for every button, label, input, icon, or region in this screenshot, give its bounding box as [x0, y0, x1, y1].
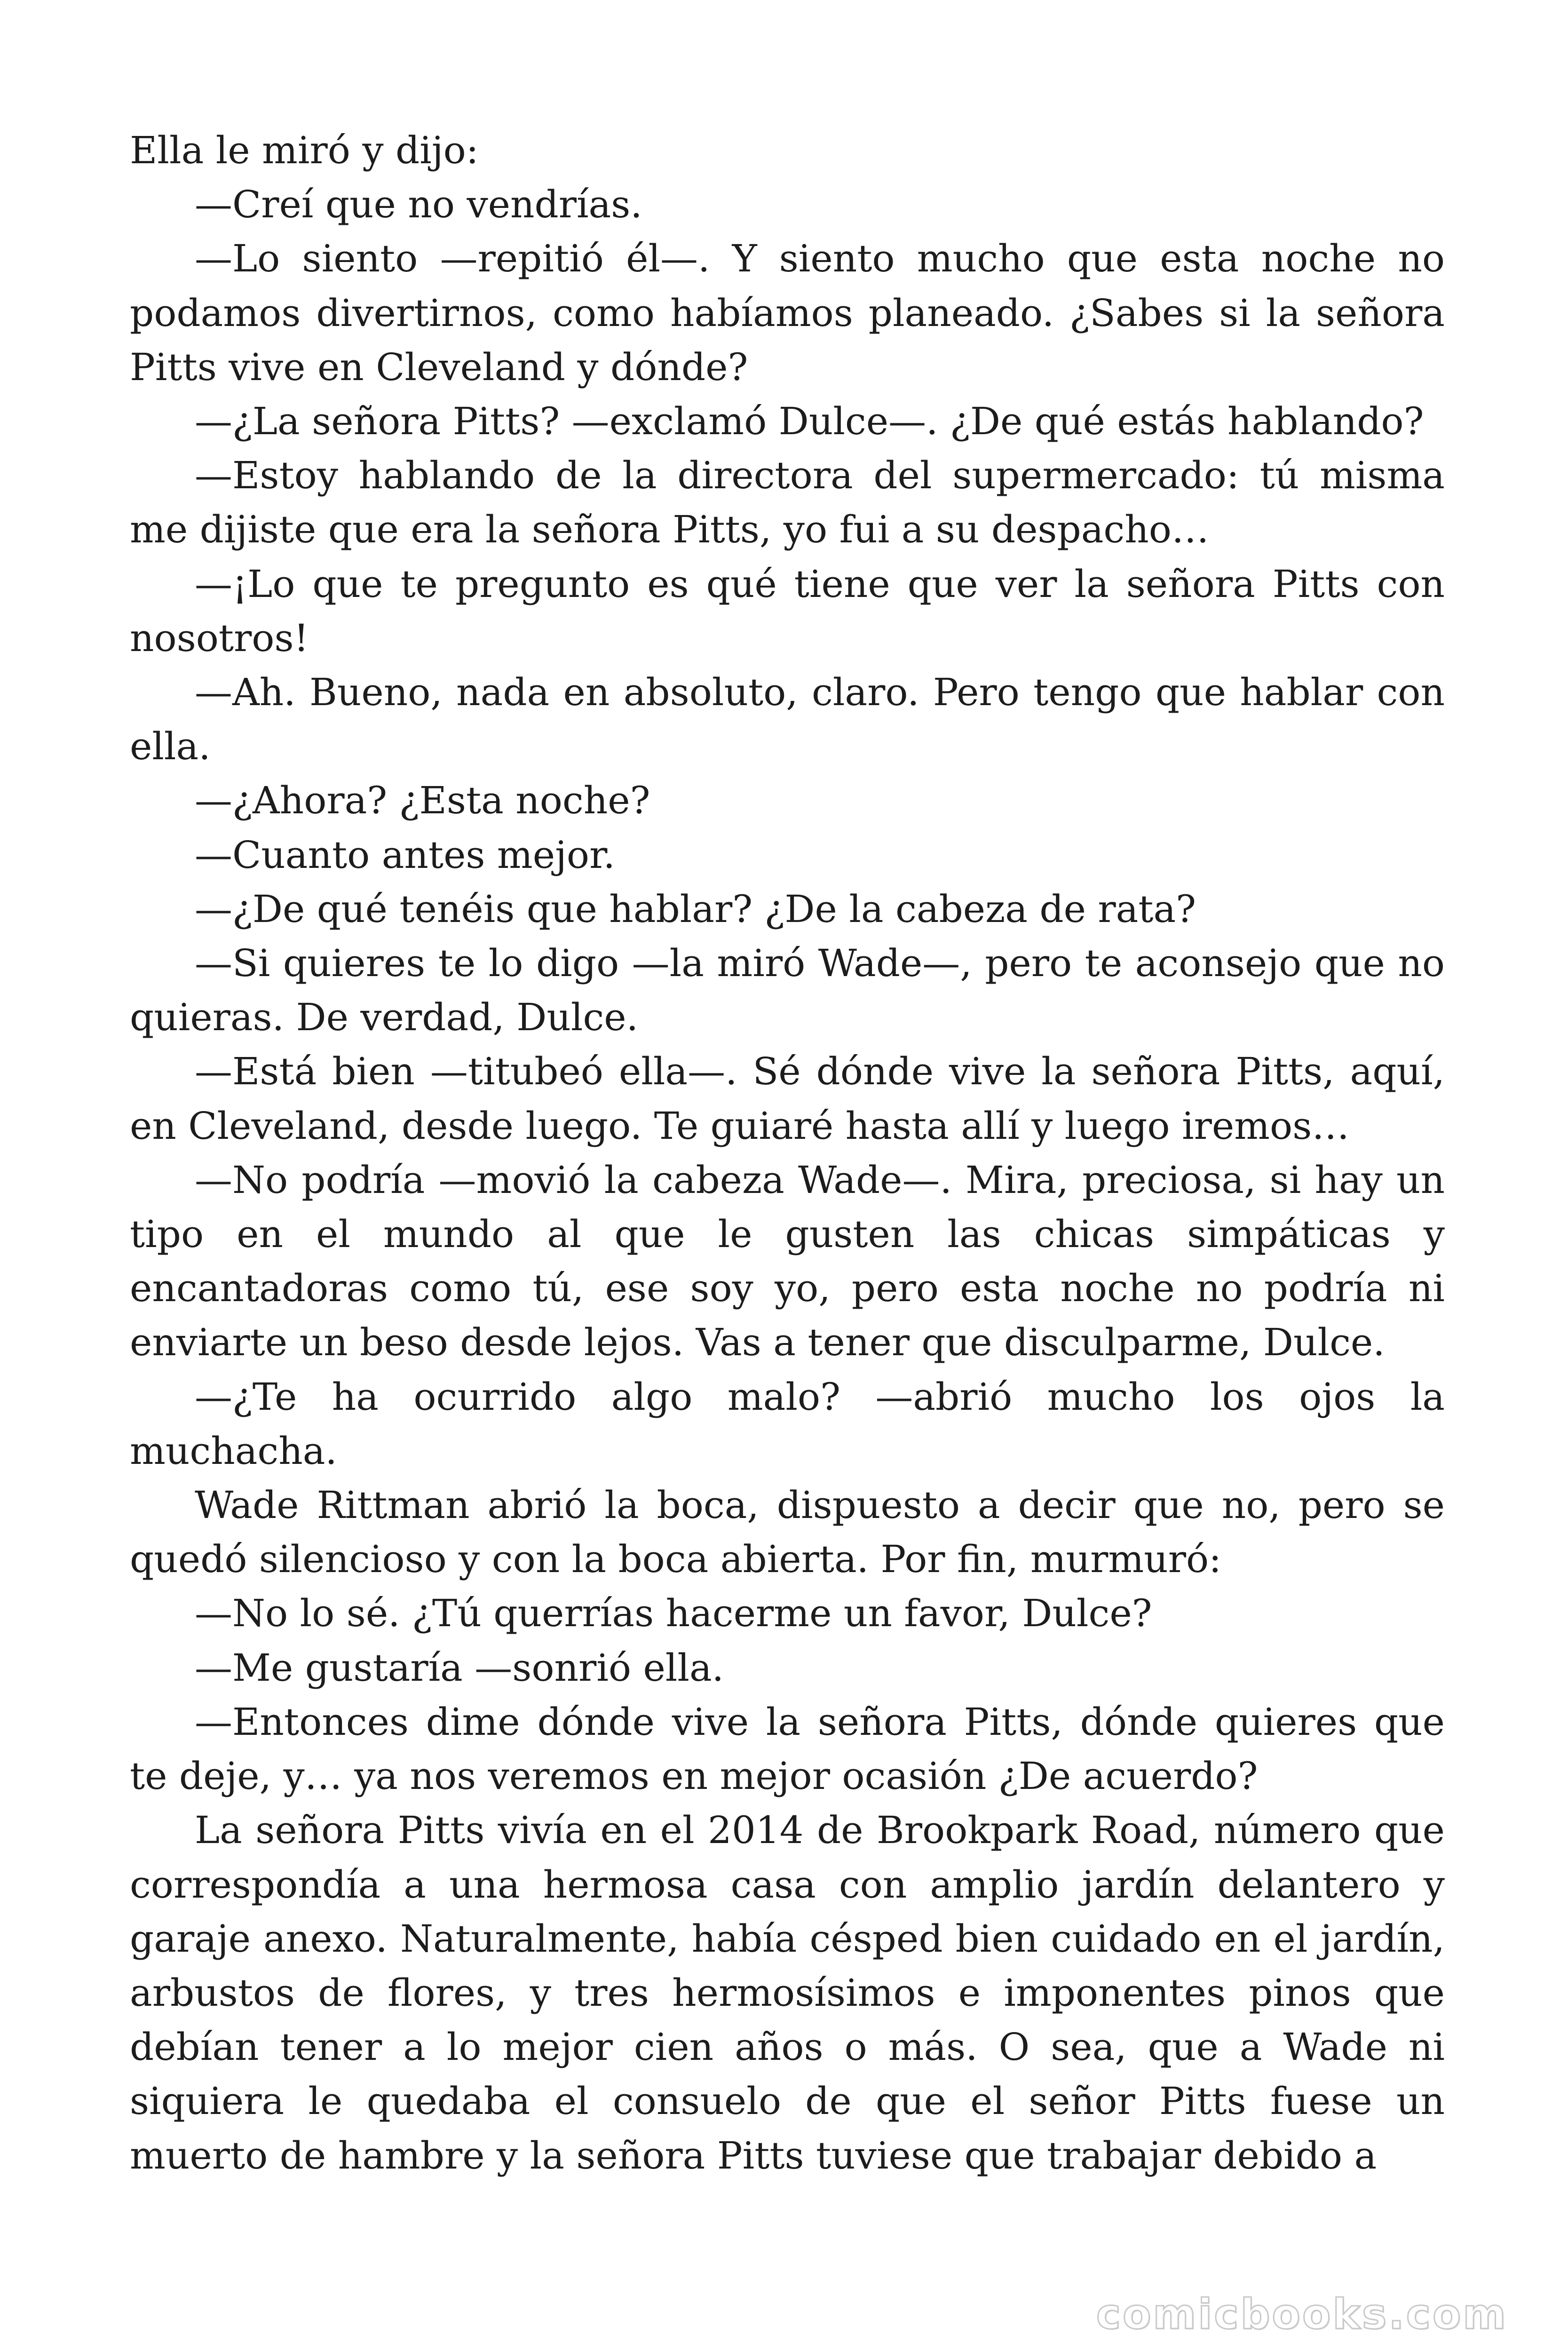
paragraph: Ella le miró y dijo: — [130, 128, 479, 172]
paragraph: —Si quieres te lo digo —la miró Wade—, pero te aconsejo que no quieras. De verdad, Dulce. — [130, 941, 1445, 1040]
paragraph: —¿La señora Pitts? —exclamó Dulce—. ¿De qué estás hablando? — [195, 399, 1424, 444]
paragraph: —Cuanto antes mejor. — [195, 833, 615, 877]
paragraph: —Lo siento —repitió él—. Y siento mucho que esta noche no podamos divertirnos, como habíamos planeado. ¿Sabes si la señora Pitts vive en Cleveland y dónde? — [130, 237, 1445, 389]
paragraph: —Estoy hablando de la directora del supermercado: tú misma me dijiste que era la señora Pitts, yo fui a su despacho… — [130, 453, 1445, 552]
paragraph: —¡Lo que te pregunto es qué tiene que ver la señora Pitts con nosotros! — [130, 562, 1445, 660]
paragraph: —Ah. Bueno, nada en absoluto, claro. Pero tengo que hablar con ella. — [130, 670, 1445, 769]
body-text — [130, 123, 1445, 2183]
paragraph: —Me gustaría —sonrió ella. — [195, 1645, 724, 1690]
paragraph: La señora Pitts vivía en el 2014 de Brookpark Road, número que correspondía a una hermosa casa con amplio jardín delantero y garaje anexo. Naturalmente, había césped bien cuidado en el jardín, arbustos de flores, y tres hermosísimos e imponentes pinos que debían tener a lo mejor cien años o más. O sea, que a Wade ni siquiera le quedaba el consuelo de que el señor Pitts fuese un muerto de hambre y la señora Pitts tuviese que trabajar debido a — [130, 1808, 1445, 2177]
paragraph: —No lo sé. ¿Tú querrías hacerme un favor, Dulce? — [195, 1591, 1152, 1636]
watermark: comicbooks.com — [1096, 2290, 1508, 2338]
paragraph: —Entonces dime dónde vive la señora Pitts, dónde quieres que te deje, y… ya nos veremos en mejor ocasión ¿De acuerdo? — [130, 1700, 1445, 1798]
paragraph: —Está bien —titubeó ella—. Sé dónde vive la señora Pitts, aquí, en Cleveland, desde luego. Te guiaré hasta allí y luego iremos… — [130, 1049, 1445, 1148]
paragraph: —¿Ahora? ¿Esta noche? — [195, 779, 650, 823]
paragraph: —¿De qué tenéis que hablar? ¿De la cabeza de rata? — [195, 887, 1196, 931]
paragraph: Wade Rittman abrió la boca, dispuesto a decir que no, pero se quedó silencioso y con la boca abierta. Por fin, murmuró: — [130, 1483, 1445, 1581]
paragraph: —Creí que no vendrías. — [195, 183, 642, 227]
paragraph: —¿Te ha ocurrido algo malo? —abrió mucho los ojos la muchacha. — [130, 1375, 1445, 1473]
paragraph: —No podría —movió la cabeza Wade—. Mira, preciosa, si hay un tipo en el mundo al que le gusten las chicas simpáticas y encantadoras como tú, ese soy yo, pero esta noche no podría ni enviarte un beso desde lejos. Vas a tener que disculparme, Dulce. — [130, 1158, 1445, 1365]
